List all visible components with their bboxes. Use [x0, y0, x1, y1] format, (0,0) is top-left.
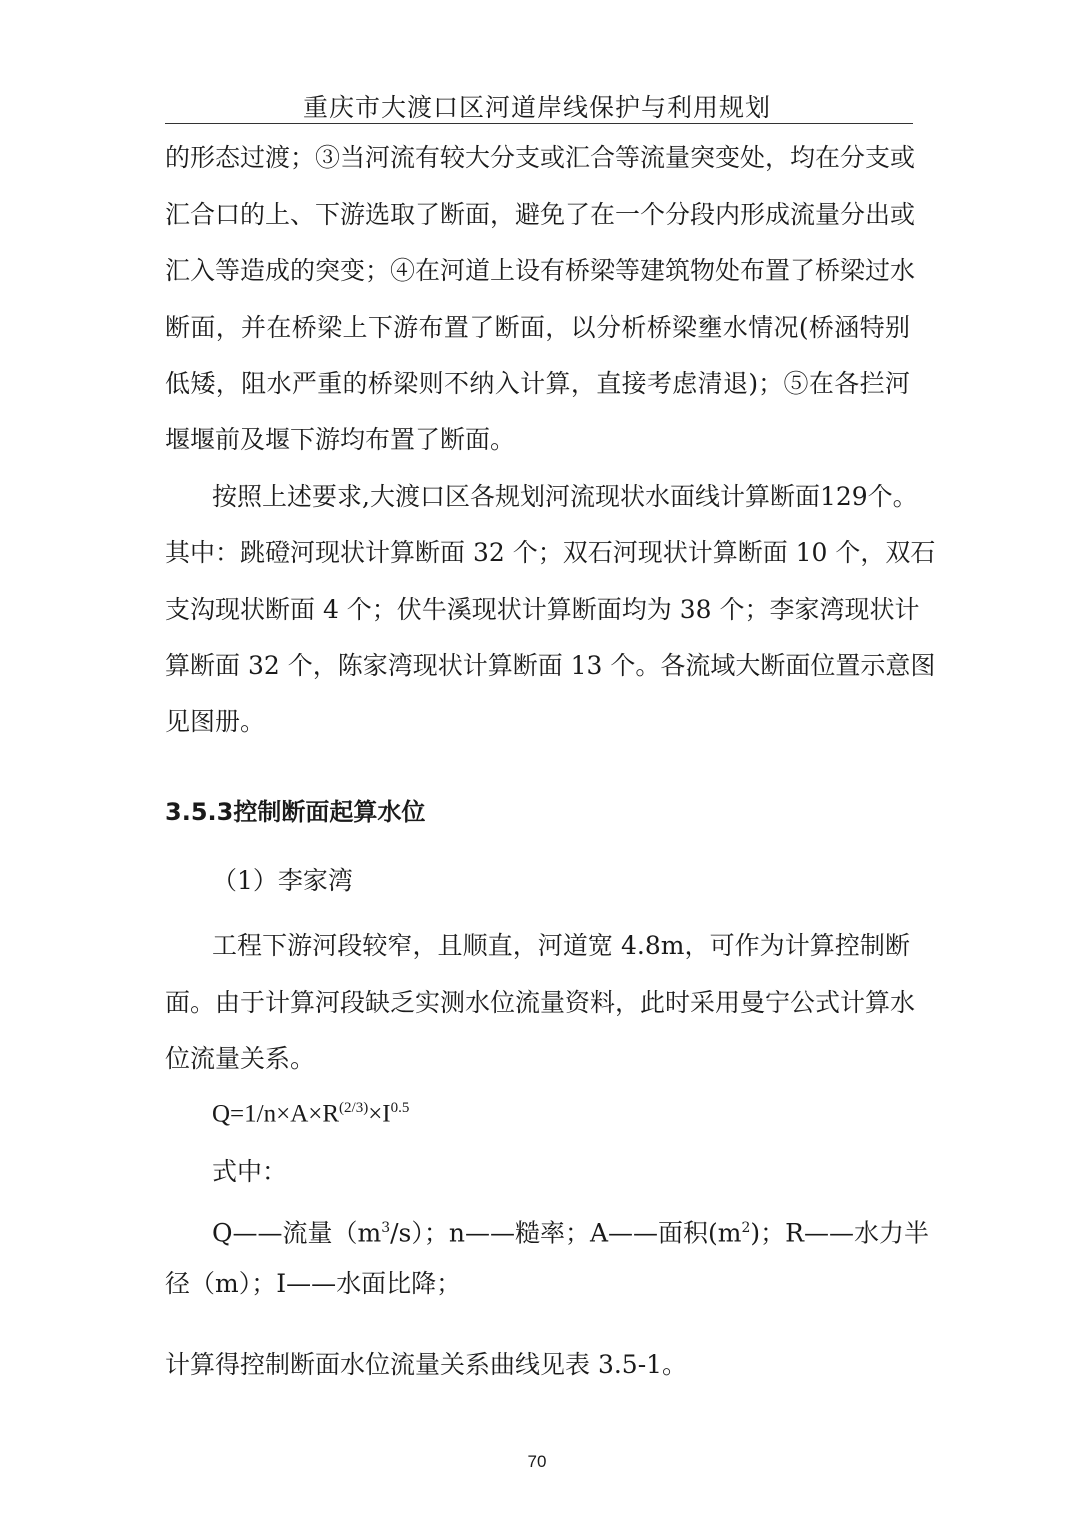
page-header-title: 重庆市大渡口区河道岸线保护与利用规划	[302, 93, 771, 122]
paragraph-line: 算断面 32 个，陈家湾现状计算断面 13 个。各流域大断面位置示意图	[165, 651, 936, 680]
paragraph-line: 位流量关系。	[165, 1044, 316, 1073]
paragraph-line: 支沟现状断面 4 个；伏牛溪现状计算断面均为 38 个；李家湾现状计	[165, 595, 920, 624]
header-divider	[165, 123, 913, 124]
paragraph-line: 按照上述要求,大渡口区各规划河流现状水面线计算断面129个。	[212, 482, 918, 511]
page-number: 70	[527, 1452, 547, 1471]
variable-definitions-line: 径（m）；I——水面比降；	[165, 1269, 462, 1298]
variable-definitions-line: Q——流量$(m^3/s)$；n——糙率；A——面积$(m^2)$；R——水力半	[212, 1218, 929, 1248]
where-label: 式中：	[212, 1157, 288, 1186]
paragraph-line: 的形态过渡；③当河流有较大分支或汇合等流量突变处，均在分支或	[165, 143, 916, 172]
paragraph-line: 其中：跳磴河现状计算断面 32 个；双石河现状计算断面 10 个，双石	[165, 538, 936, 567]
subsection-label: （1）李家湾	[212, 866, 353, 895]
section-heading: 3.5.3控制断面起算水位	[165, 798, 426, 826]
paragraph-line: 汇合口的上、下游选取了断面，避免了在一个分段内形成流量分出或	[165, 200, 916, 229]
paragraph-line: 汇入等造成的突变；④在河道上设有桥梁等建筑物处布置了桥梁过水	[165, 256, 916, 285]
paragraph-line: 低矮，阻水严重的桥梁则不纳入计算，直接考虑清退)；⑤在各拦河	[165, 369, 910, 398]
paragraph-line: 见图册。	[165, 707, 266, 736]
manning-formula: $Q=1/n\times A\times R^{(2/3)}\times I^{0.5}$	[212, 1100, 410, 1128]
paragraph-line: 工程下游河段较窄，且顺直，河道宽 4.8m，可作为计算控制断	[212, 931, 910, 960]
closing-sentence: 计算得控制断面水位流量关系曲线见表 3.5-1。	[165, 1350, 688, 1379]
paragraph-line: 面。由于计算河段缺乏实测水位流量资料，此时采用曼宁公式计算水	[165, 988, 916, 1017]
paragraph-line: 堰堰前及堰下游均布置了断面。	[165, 425, 516, 454]
paragraph-line: 断面，并在桥梁上下游布置了断面，以分析桥梁壅水情况(桥涵特别	[165, 313, 910, 342]
